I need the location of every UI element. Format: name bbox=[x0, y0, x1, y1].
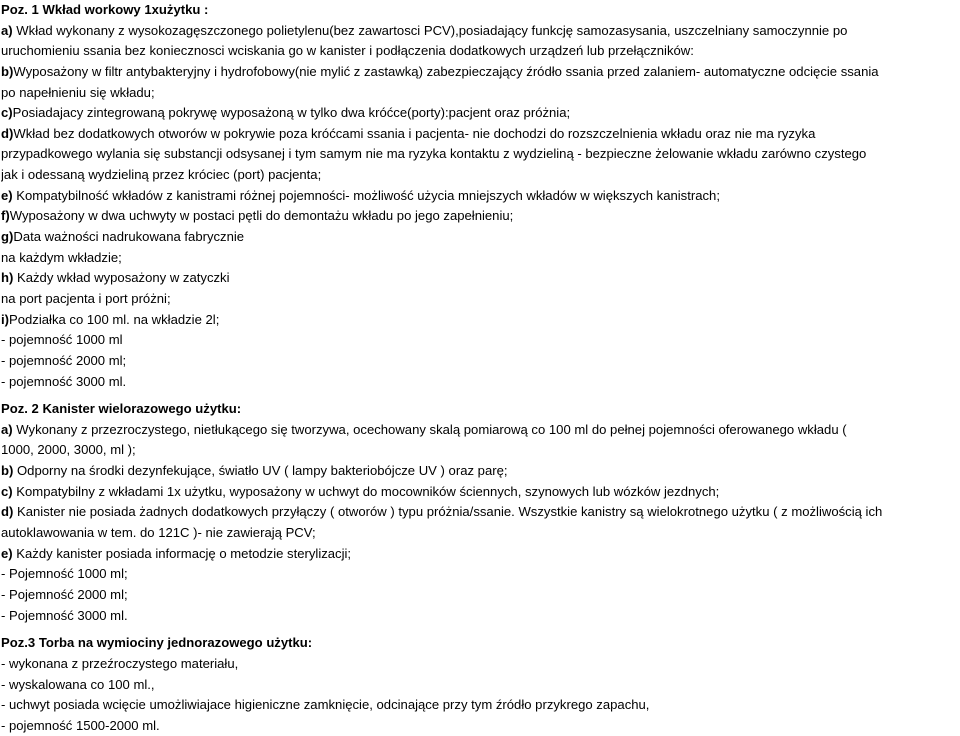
line-bold-label: e) bbox=[1, 545, 13, 561]
line-bold-label: g) bbox=[1, 229, 14, 245]
line-text: Posiadajacy zintegrowaną pokrywę wyposażoną w tylko dwa króćce(porty):pacjent oraz próżnia; bbox=[12, 105, 571, 121]
text-line bbox=[1, 289, 960, 310]
line-text: Każdy kanister posiada informację o metodzie sterylizacji; bbox=[12, 545, 352, 561]
text-line bbox=[1, 544, 960, 565]
text-line bbox=[1, 144, 960, 165]
text-line bbox=[1, 399, 960, 420]
text-line bbox=[1, 564, 960, 585]
line-bold-label: Poz. 1 Wkład workowy 1xużytku : bbox=[1, 2, 209, 17]
text-line bbox=[1, 482, 960, 503]
line-text: - pojemność 3000 ml. bbox=[1, 373, 127, 389]
line-text: - wyskalowana co 100 ml., bbox=[1, 676, 155, 692]
text-line bbox=[1, 675, 960, 696]
text-line bbox=[1, 351, 960, 372]
text-line bbox=[1, 440, 960, 461]
line-text: - pojemność 1500-2000 ml. bbox=[1, 717, 160, 733]
line-text: Data ważności nadrukowana fabrycznie bbox=[13, 229, 245, 245]
text-line bbox=[1, 585, 960, 606]
line-text: - Pojemność 2000 ml; bbox=[1, 586, 128, 602]
text-line bbox=[1, 606, 960, 627]
text-line bbox=[1, 310, 960, 331]
line-text: - uchwyt posiada wcięcie umożliwiajace higieniczne zamknięcie, odcinające przy tym źródło przykrego zapachu, bbox=[1, 697, 650, 713]
line-text: Każdy wkład wyposażony w zatyczki bbox=[13, 270, 230, 286]
text-line bbox=[1, 633, 960, 654]
line-text: Podziałka co 100 ml. na wkładzie 2l; bbox=[9, 311, 220, 327]
line-text: - wykonana z przeźroczystego materiału, bbox=[1, 655, 239, 671]
line-bold-label: Poz. 2 Kanister wielorazowego użytku: bbox=[1, 401, 242, 417]
line-text: przypadkowego wylania się substancji odsysanej i tym samym nie ma ryzyka kontaktu z wydzieliną - bezpieczne żelowanie wkładu zarówno czystego bbox=[1, 146, 867, 162]
line-bold-label: Poz.3 Torba na wymiociny jednorazowego użytku: bbox=[1, 635, 313, 651]
text-line bbox=[1, 124, 960, 145]
text-line bbox=[1, 695, 960, 716]
line-text: 1000, 2000, 3000, ml ); bbox=[1, 442, 136, 458]
document-body bbox=[1, 0, 960, 736]
line-bold-label: i) bbox=[1, 311, 9, 327]
text-line bbox=[1, 268, 960, 289]
line-text: - pojemność 2000 ml; bbox=[1, 352, 127, 368]
text-line bbox=[1, 523, 960, 544]
line-text: Wyposażony w dwa uchwyty w postaci pętli do demontażu wkładu po jego zapełnieniu; bbox=[9, 208, 514, 224]
line-text: na port pacjenta i port próżni; bbox=[1, 290, 171, 306]
line-bold-label: b) bbox=[1, 63, 14, 79]
line-text: - Pojemność 3000 ml. bbox=[1, 607, 128, 623]
line-text: autoklawowania w tem. do 121C )- nie zawierają PCV; bbox=[1, 525, 316, 541]
line-text: Wyposażony w filtr antybakteryjny i hydrofobowy(nie mylić z zastawką) zabezpieczający źródło ssania przed zalaniem- automatyczne odcięcie ssania bbox=[13, 63, 879, 79]
line-text: Wkład wykonany z wysokozagęszczonego polietylenu(bez zawartosci PCV),posiadający funkcję samozasysania, uszczelniany samoczynnie po bbox=[12, 22, 848, 38]
line-text: Kompatybilność wkładów z kanistrami różnej pojemności- możliwość użycia mniejszych wkładów w większych kanistrach; bbox=[12, 187, 720, 203]
text-line bbox=[1, 206, 960, 227]
text-line bbox=[1, 186, 960, 207]
line-bold-label: c) bbox=[1, 105, 13, 121]
line-bold-label: e) bbox=[1, 187, 13, 203]
text-line bbox=[1, 41, 960, 62]
text-line bbox=[1, 372, 960, 393]
text-line bbox=[1, 461, 960, 482]
text-line bbox=[1, 62, 960, 83]
line-text: - Pojemność 1000 ml; bbox=[1, 566, 128, 582]
line-bold-label: b) bbox=[1, 463, 14, 479]
line-text: na każdym wkładzie; bbox=[1, 249, 122, 265]
line-text: po napełnieniu się wkładu; bbox=[1, 84, 155, 100]
text-line bbox=[1, 654, 960, 675]
line-bold-label: a) bbox=[1, 22, 13, 38]
text-line bbox=[1, 21, 960, 42]
line-bold-label: f) bbox=[1, 208, 10, 224]
line-text: jak i odessaną wydzieliną przez króciec (port) pacjenta; bbox=[1, 167, 322, 183]
line-text: - pojemność 1000 ml bbox=[1, 332, 123, 348]
line-bold-label: d) bbox=[1, 125, 14, 141]
text-line bbox=[1, 83, 960, 104]
text-line bbox=[1, 103, 960, 124]
text-line bbox=[1, 0, 960, 21]
line-text: Kanister nie posiada żadnych dodatkowych przyłączy ( otworów ) typu próżnia/ssanie. Wszystkie kanistry są wielokrotnego użytku ( z możliwością ich bbox=[13, 504, 883, 520]
line-bold-label: h) bbox=[1, 270, 14, 286]
line-text: Kompatybilny z wkładami 1x użytku, wyposażony w uchwyt do mocowników ściennych, szynowych lub wózków jezdnych; bbox=[12, 483, 720, 499]
line-text: Wkład bez dodatkowych otworów w pokrywie poza króćcami ssania i pacjenta- nie dochodzi do rozszczelnienia wkładu oraz nie ma ryzyka bbox=[13, 125, 816, 141]
text-line bbox=[1, 165, 960, 186]
text-line bbox=[1, 716, 960, 736]
line-bold-label: a) bbox=[1, 421, 13, 437]
text-line bbox=[1, 420, 960, 441]
text-line bbox=[1, 227, 960, 248]
line-bold-label: d) bbox=[1, 504, 14, 520]
text-line bbox=[1, 330, 960, 351]
text-line bbox=[1, 248, 960, 269]
line-text: uruchomieniu ssania bez koniecznosci wciskania go w kanister i podłączenia dodatkowych urządzeń lub przełączników: bbox=[1, 43, 694, 59]
text-line bbox=[1, 502, 960, 523]
line-text: Wykonany z przezroczystego, nietłukącego się tworzywa, ocechowany skalą pomiarową co 100 ml do pełnej pojemności oferowanego wkładu ( bbox=[12, 421, 847, 437]
line-text: Odporny na środki dezynfekujące, światło UV ( lampy bakteriobójcze UV ) oraz parę; bbox=[13, 463, 508, 479]
line-bold-label: c) bbox=[1, 483, 13, 499]
